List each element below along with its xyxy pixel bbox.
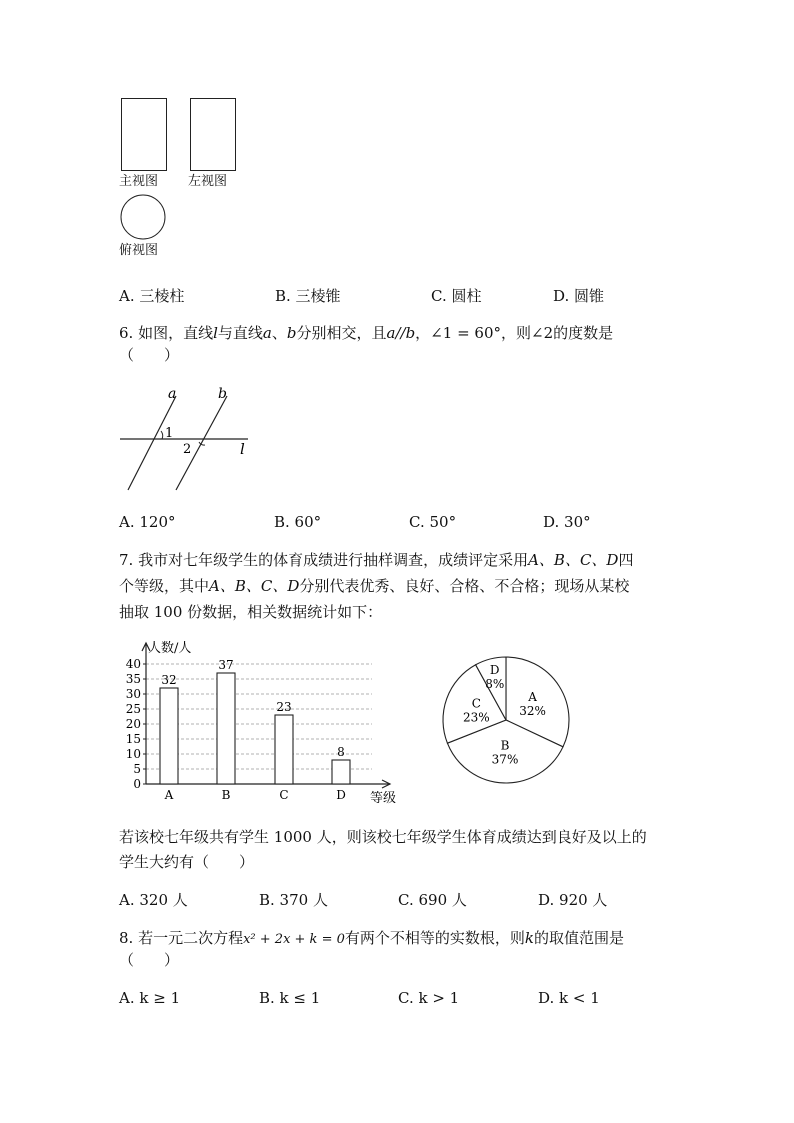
q8-option-b[interactable]: B. k ≤ 1 (259, 989, 321, 1007)
front-view-label: 主视图 (119, 174, 159, 189)
data-label: 23 (276, 700, 292, 714)
slice-label: B (500, 738, 510, 753)
line-a (128, 396, 176, 490)
q6-angle2: ∠2 (531, 324, 554, 342)
q8-paren: （ ） (119, 951, 180, 969)
q6-option-a[interactable]: A. 120° (119, 513, 176, 531)
y-tick-label: 35 (125, 672, 141, 686)
slice-value-label: 32% (519, 704, 546, 719)
q7-line-1-vars: A、B、C、D (528, 551, 619, 569)
q6-prefix: 6. 如图，直线 (119, 324, 214, 342)
q6-var-a: a (262, 324, 272, 342)
bar-c (275, 715, 293, 784)
q6-angle1: ∠1 = 60° (430, 324, 501, 342)
q6-text-4: ，则 (501, 324, 532, 342)
left-view-label: 左视图 (188, 174, 228, 189)
q6-option-c[interactable]: C. 50° (409, 513, 457, 531)
data-label: 32 (161, 673, 177, 687)
q6-option-b[interactable]: B. 60° (274, 513, 322, 531)
label-1: 1 (165, 426, 174, 441)
bar-chart (112, 635, 412, 810)
q7-line-1-end: 四 (618, 551, 634, 569)
q6-suffix: 的度数是 (553, 324, 614, 342)
data-label: 37 (218, 658, 234, 672)
category-label: C (279, 788, 289, 802)
y-tick-label: 5 (133, 762, 141, 776)
q7-question-2: 学生大约有（ ） (119, 853, 255, 871)
q7-line-2 (119, 576, 629, 596)
top-view-circle (119, 193, 167, 241)
category-label: D (336, 788, 346, 802)
bar-a (160, 688, 178, 784)
y-tick-label: 15 (125, 732, 141, 746)
q8-equation: x² + 2x + k = 0 (243, 932, 345, 947)
left-view-rectangle (190, 98, 236, 171)
q8-option-d[interactable]: D. k < 1 (538, 989, 600, 1007)
q8-suffix: 的取值范围是 (533, 929, 624, 947)
label-2: 2 (183, 442, 192, 457)
slice-label: A (528, 690, 537, 705)
y-tick-label: 10 (125, 747, 141, 761)
label-a: a (168, 386, 177, 402)
q7-option-a[interactable]: A. 320 人 (119, 891, 188, 909)
q6-sep: 、 (271, 324, 287, 342)
angle-1-arc (161, 431, 163, 439)
q7-line-2-vars: A、B、C、D (209, 577, 300, 595)
category-label: B (221, 788, 231, 802)
y-tick-label: 20 (125, 717, 141, 731)
front-view-rectangle (121, 98, 167, 171)
q7-line-3: 抽取 100 份数据，相关数据统计如下： (119, 603, 383, 621)
label-b: b (218, 386, 227, 402)
q5-option-a[interactable]: A. 三棱柱 (119, 287, 185, 305)
q6-figure (110, 382, 270, 497)
q8-option-c[interactable]: C. k > 1 (398, 989, 460, 1007)
q7-option-c[interactable]: C. 690 人 (398, 891, 467, 909)
q6-text-3: ， (415, 324, 431, 342)
q7-line-2-end: 分别代表优秀、良好、合格、不合格；现场从某校 (299, 577, 630, 595)
q6-stem (119, 323, 613, 343)
slice-value-label: 37% (491, 752, 519, 767)
q5-option-b[interactable]: B. 三棱锥 (275, 287, 341, 305)
q8-prefix: 8. 若一元二次方程 (119, 929, 244, 947)
slice-value-label: 8% (485, 677, 505, 692)
category-label: A (164, 788, 174, 802)
slice-label: D (489, 663, 500, 678)
x-axis-label: 等级 (370, 791, 397, 806)
q5-option-d[interactable]: D. 圆锥 (553, 287, 605, 305)
q6-var-l: l (213, 324, 218, 342)
y-tick-label: 25 (125, 702, 141, 716)
y-tick-label: 40 (125, 657, 141, 671)
slice-label: C (471, 696, 481, 711)
q7-line-1 (119, 550, 633, 570)
q7-option-b[interactable]: B. 370 人 (259, 891, 328, 909)
q6-option-d[interactable]: D. 30° (543, 513, 591, 531)
q6-var-b: b (286, 324, 297, 342)
q8-var-k: k (524, 929, 534, 947)
q7-question-1: 若该校七年级共有学生 1000 人，则该校七年级学生体育成绩达到良好及以上的 (119, 828, 647, 846)
q6-parallel: a//b (386, 324, 416, 342)
y-tick-label: 0 (133, 777, 141, 791)
bar-b (217, 673, 235, 784)
q7-line-2-text: 个等级，其中 (119, 577, 210, 595)
bar-d (332, 760, 350, 784)
q6-text-1: 与直线 (217, 324, 263, 342)
y-tick-label: 30 (125, 687, 141, 701)
slice-value-label: 23% (463, 710, 490, 725)
q6-paren: （ ） (119, 346, 180, 364)
label-l: l (240, 440, 245, 458)
q8-option-a[interactable]: A. k ≥ 1 (119, 989, 181, 1007)
q6-text-2: 分别相交，且 (296, 324, 387, 342)
data-label: 8 (337, 745, 345, 759)
top-view-label: 俯视图 (119, 243, 159, 258)
y-axis-label: 人数/人 (148, 641, 192, 656)
q8-text: 有两个不相等的实数根，则 (344, 929, 525, 947)
q8-stem (119, 928, 624, 950)
q7-option-d[interactable]: D. 920 人 (538, 891, 608, 909)
pie-chart (436, 650, 576, 790)
q7-line-1-text: 7. 我市对七年级学生的体育成绩进行抽样调查，成绩评定采用 (119, 551, 529, 569)
q5-option-c[interactable]: C. 圆柱 (431, 287, 482, 305)
